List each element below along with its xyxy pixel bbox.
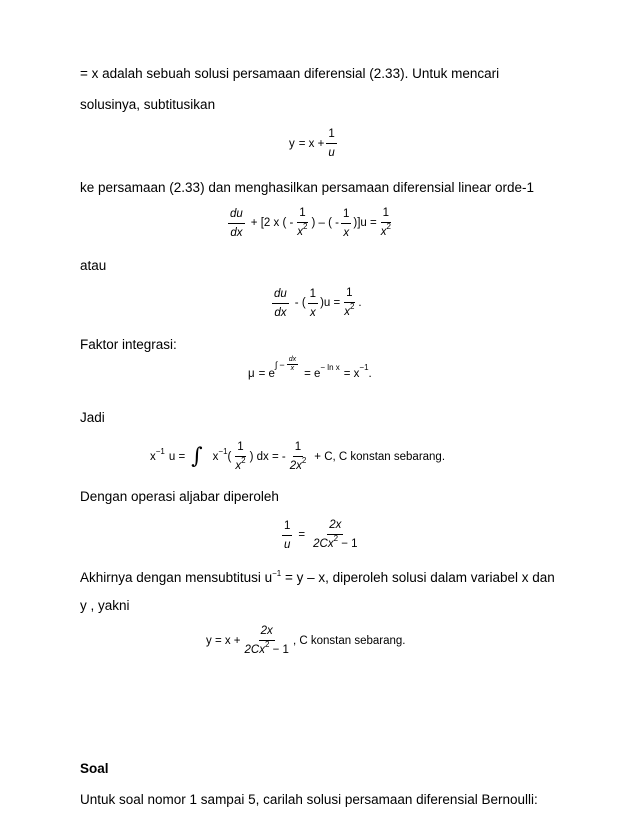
eq2-du-dx: $\frac{du}{dx}$ [230, 207, 243, 239]
equation-integration: x −1 u = ∫ x −1 ( $\frac{1}{x^2}$ ) dx = - $\frac{1}{2x^2}$ + C, C konstan sebarang. [150, 441, 446, 472]
integral-sign: ∫ [191, 444, 203, 469]
paragraph-linear-ode: ke persamaan (2.33) dan menghasilkan persamaan diferensial linear orde-1 [80, 180, 535, 195]
equation-integrating-factor [248, 356, 372, 382]
eq5-frac-1-x2: $\frac{1}{x^2}$ [235, 441, 246, 472]
eq2-frac-1-x2: $\frac{1}{x^2}$ [297, 207, 308, 238]
eq2-frac-1-x: $\frac{1}{x}$ [342, 207, 350, 239]
eq1-fraction: $\frac{1}{u}$ [328, 128, 335, 159]
equation-substitution [289, 127, 339, 160]
eq7-frac: $\frac{2x}{2Cx^2 - 1}$ [244, 625, 289, 656]
eq3-end: . [358, 297, 362, 309]
eq1-lhs: y [289, 137, 295, 150]
eq4-eq3: = x [343, 367, 360, 380]
eq4-mu: μ [248, 367, 255, 380]
eq6-rhs: $\frac{2x}{2Cx^2 - 1}$ [313, 519, 358, 550]
eq5-frac-result: $\frac{1}{2x^2}$ [289, 441, 307, 472]
u-exponent: −1 [272, 569, 282, 578]
eq4-exponent-integral: ∫ − $\frac{dx}{x}$ [274, 356, 297, 372]
eq3-part-b: )u = [320, 297, 341, 309]
paragraph-atau: atau [80, 258, 107, 273]
eq3-part-a: - ( [294, 297, 306, 309]
paragraph-integrating-factor: Faktor integrasi: [80, 337, 177, 352]
eq4-end: . [368, 367, 372, 380]
eq2-part-a: + [2 x ( - [250, 217, 294, 229]
eq2-part-b: ) – ( - [311, 217, 339, 229]
eq4-eq1: = e [258, 367, 275, 380]
eq3-du-dx: $\frac{du}{dx}$ [274, 287, 287, 319]
eq3-frac-1-x: $\frac{1}{x}$ [309, 287, 317, 319]
equation-linear-ode [226, 206, 395, 240]
paragraph-intro-line1: = x adalah sebuah solusi persamaan diferensial (2.33). Untuk mencari [80, 66, 500, 81]
eq6-lhs: $\frac{1}{u}$ [284, 519, 291, 551]
eq4-exp2: − ln x [320, 363, 340, 372]
paragraph-aljabar: Dengan operasi aljabar diperoleh [80, 489, 279, 504]
section-heading-soal: Soal [80, 761, 109, 776]
eq4-exp3: −1 [359, 363, 369, 372]
eq4-eq2: = e [304, 367, 321, 380]
equation-final-solution: y = x + $\frac{2x}{2Cx^2 - 1}$ , C konstan sebarang. [206, 625, 406, 656]
eq1-op: = x + [298, 137, 325, 150]
eq2-frac-rhs: $\frac{1}{x^2}$ [380, 207, 391, 238]
paragraph-jadi: Jadi [80, 410, 105, 425]
eq2-part-c: )]u = [353, 217, 377, 229]
equation-simplified [270, 286, 362, 320]
equation-one-over-u: $\frac{1}{u}$ = $\frac{2x}{2Cx^2 - 1}$ [284, 519, 358, 551]
eq5-tail: + C, C konstan sebarang. [314, 451, 446, 463]
paragraph-akhirnya-line2: y , yakni [80, 598, 130, 613]
eq3-frac-rhs: $\frac{1}{x^2}$ [344, 287, 355, 318]
paragraph-soal: Untuk soal nomor 1 sampai 5, carilah solusi persamaan diferensial Bernoulli: [80, 792, 538, 807]
paragraph-intro-line2: solusinya, subtitusikan [80, 97, 216, 112]
eq7-tail: , C konstan sebarang. [292, 635, 406, 647]
paragraph-akhirnya-line1: Akhirnya dengan mensubtitusi $u^{-1} = y - x$, diperoleh solusi dalam variabel x dan [80, 569, 555, 585]
